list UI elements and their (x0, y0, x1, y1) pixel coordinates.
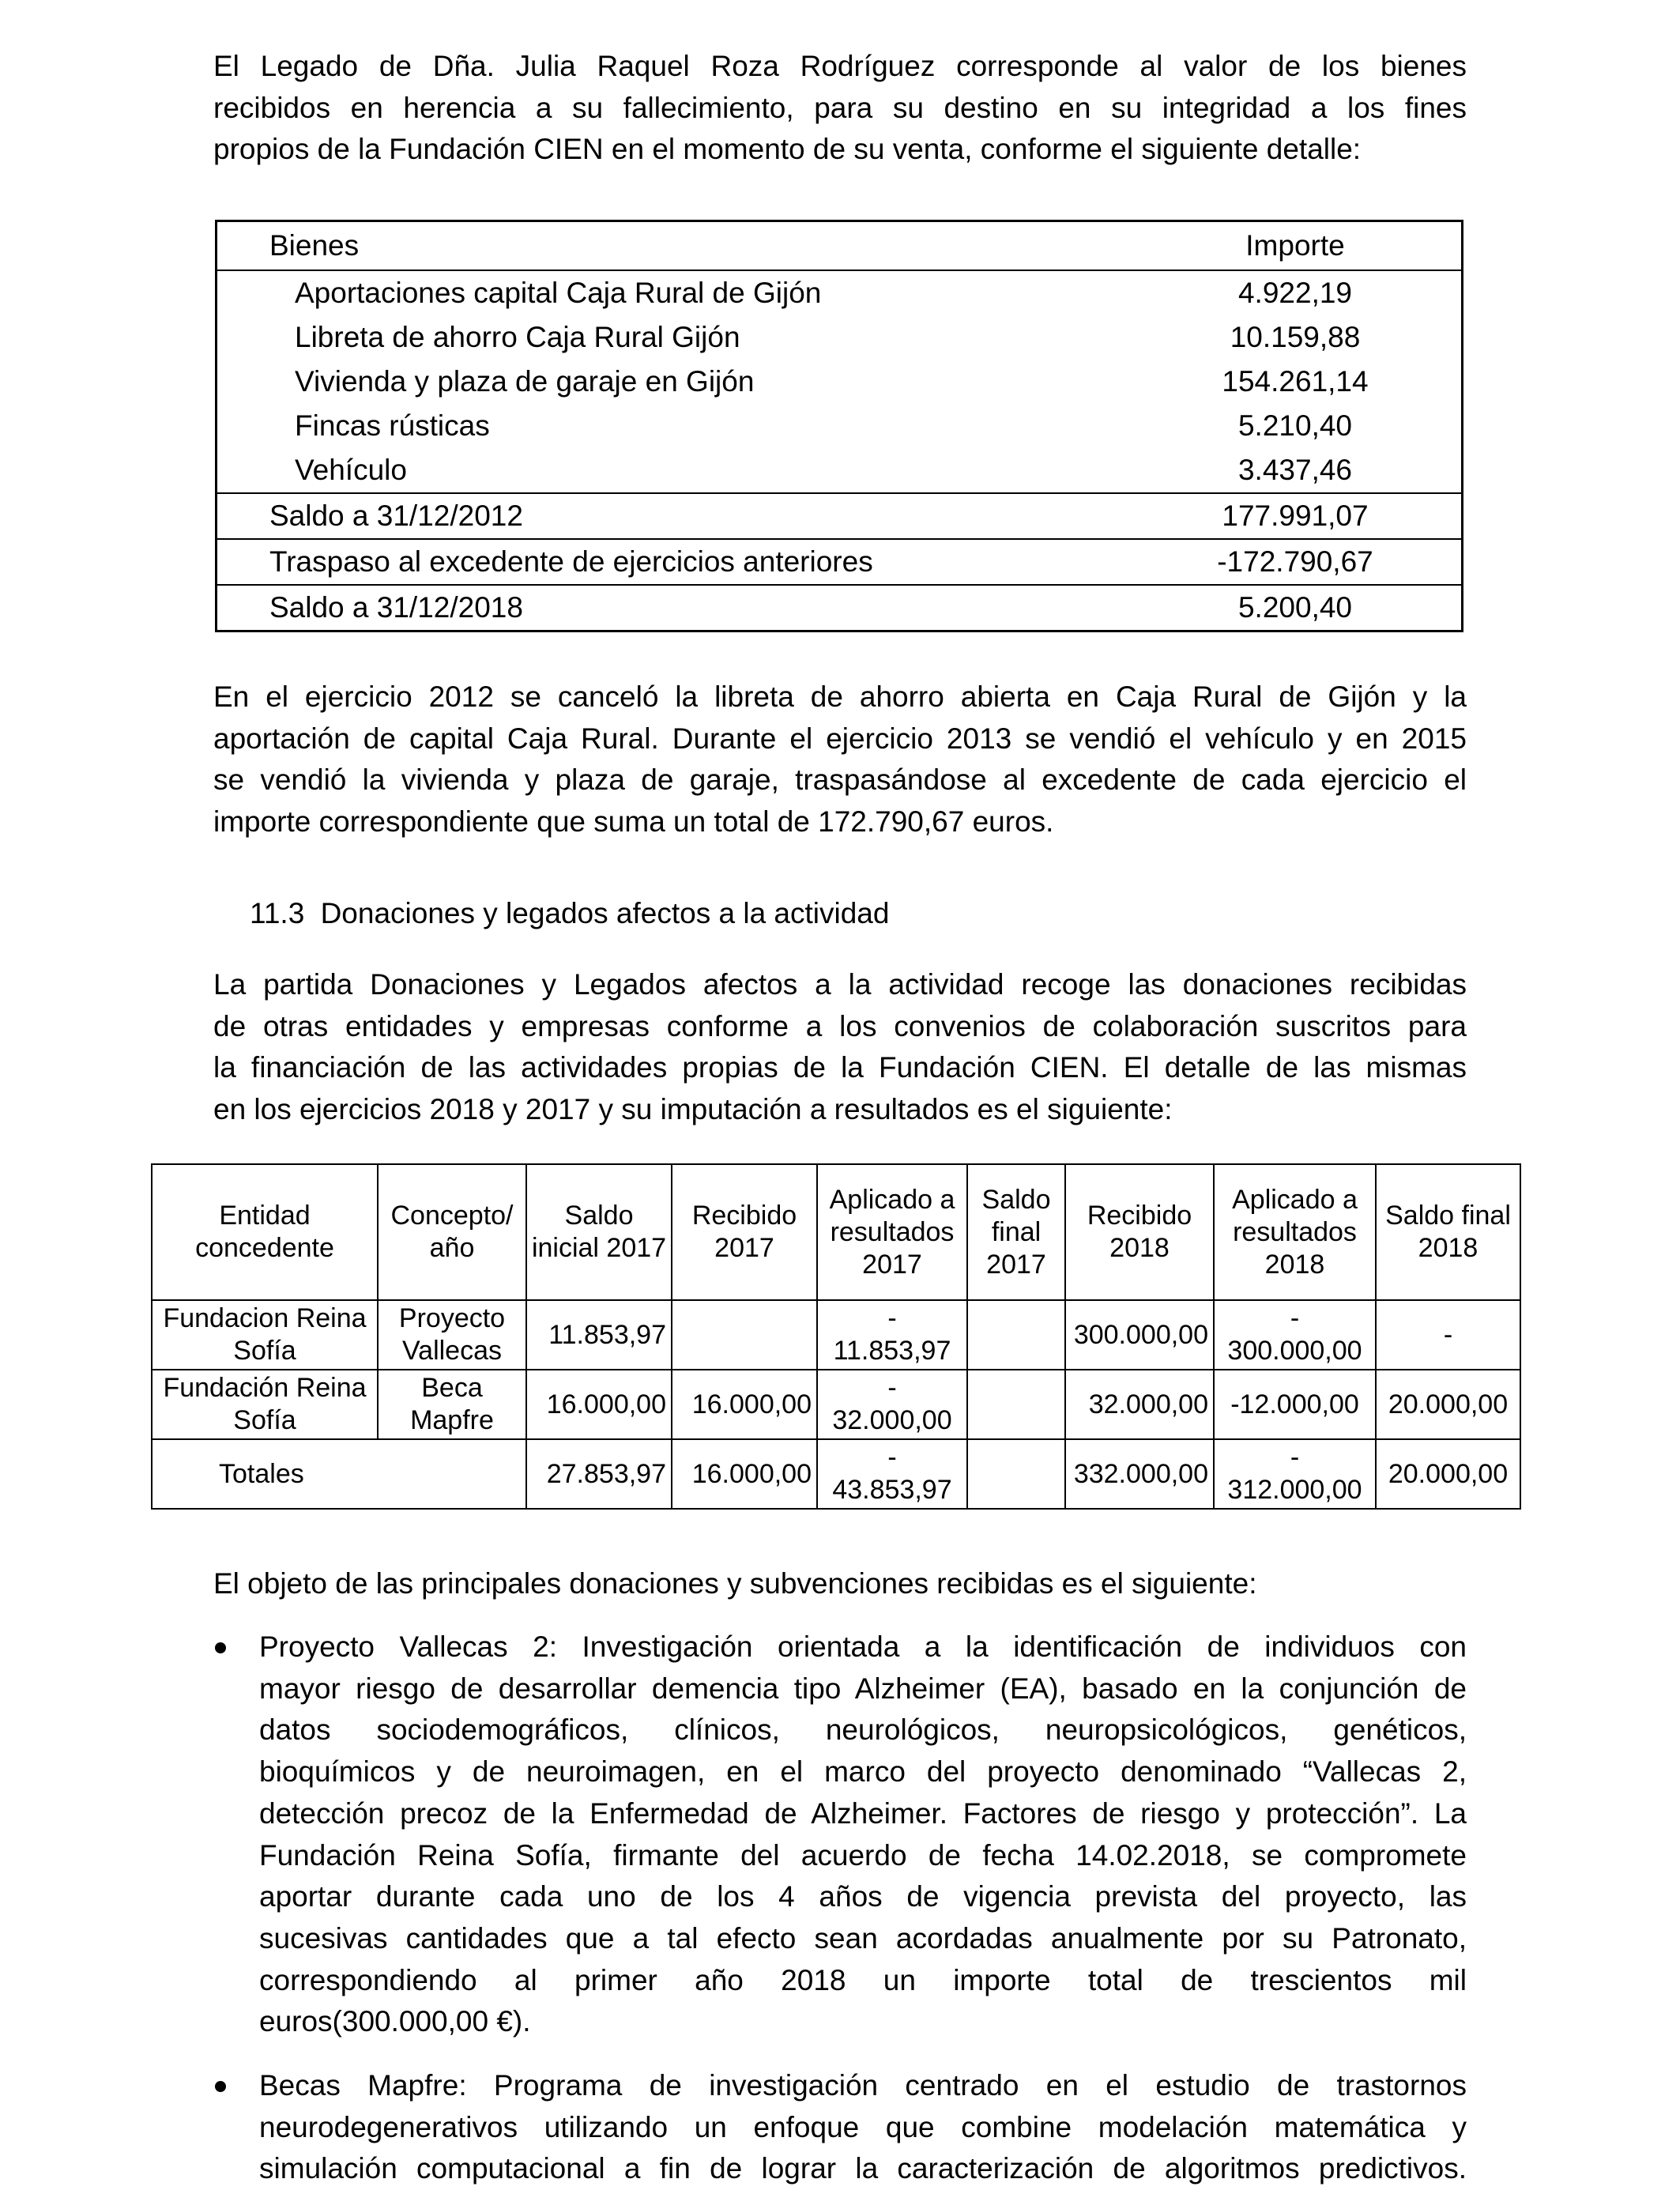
cell-aplicado-2018 (1214, 1439, 1376, 1509)
intro-paragraph (213, 46, 1467, 171)
item-value: 3.437,46 (1237, 454, 1353, 486)
col-header: Saldo inicial 2017 (526, 1164, 672, 1300)
item-value: 10.159,88 (1230, 321, 1361, 353)
header-bienes: Bienes (217, 221, 1122, 271)
text-line: la financiación de las actividades propias de la Fundación CIEN. El detalle de las mismas (213, 1051, 1467, 1084)
cell-saldo-final-2017 (967, 1300, 1065, 1370)
item-label: Libreta de ahorro Caja Rural Gijón (295, 321, 740, 353)
saldo-2012-row (217, 493, 1463, 539)
col-header: Concepto/ año (378, 1164, 526, 1300)
totals-row (152, 1439, 1520, 1509)
text-line: se vendió la vivienda y plaza de garaje, traspasándose al excedente de cada ejercicio el (213, 763, 1467, 796)
item-label: Vivienda y plaza de garaje en Gijón (295, 365, 755, 398)
cell-entidad: Fundacion Reina Sofía (152, 1300, 378, 1370)
cell-value: 43.853,97 (832, 1475, 952, 1505)
text-line: sucesivas cantidades que a tal efecto sean acordadas anualmente por su Patronato, (259, 1921, 1467, 1955)
cell-value: 11.853,97 (833, 1336, 951, 1366)
cell-recibido-2018: 32.000,00 (1065, 1370, 1214, 1439)
col-header: Saldo final 2017 (967, 1164, 1065, 1300)
cell-value: 32.000,00 (832, 1405, 952, 1435)
text-line: Becas Mapfre: Programa de investigación centrado en el estudio de trastornos (259, 2069, 1467, 2102)
col-header: Entidad concedente (152, 1164, 378, 1300)
item-value: 5.210,40 (1237, 409, 1353, 442)
cell-entidad: Fundación Reina Sofía (152, 1370, 378, 1439)
donaciones-table (151, 1163, 1521, 1510)
text-line: datos sociodemográficos, clínicos, neurológicos, neuropsicológicos, genéticos, (259, 1713, 1467, 1747)
text-line: Proyecto Vallecas 2: Investigación orientada a la identificación de individuos con (259, 1630, 1467, 1663)
row-value: -172.790,67 (1121, 539, 1463, 585)
section-heading (250, 897, 889, 930)
text-line: euros(300.000,00 €). (259, 2005, 531, 2038)
cell-recibido-2018: 300.000,00 (1065, 1300, 1214, 1370)
cell-recibido-2017: 16.000,00 (672, 1370, 817, 1439)
cell-aplicado-2017 (817, 1300, 967, 1370)
section-number: 11.3 (250, 897, 305, 929)
legado-table (215, 220, 1463, 632)
cell-concepto: Beca Mapfre (378, 1370, 526, 1439)
item-label: Fincas rústicas (295, 409, 490, 442)
text-line: simulación computacional a fin de lograr la caracterización de algoritmos predictivos. (259, 2152, 1467, 2185)
col-header: Recibido 2017 (672, 1164, 817, 1300)
item-value: 4.922,19 (1121, 270, 1463, 315)
text-line: correspondiendo al primer año 2018 un importe total de trescientos mil (259, 1963, 1467, 1996)
cell-saldo-final-2018: 20.000,00 (1376, 1370, 1520, 1439)
table-header-row (217, 221, 1463, 271)
item-label: Vehículo (295, 454, 407, 486)
text-line: En el ejercicio 2012 se canceló la libreta de ahorro abierta en Caja Rural de Gijón y la (213, 680, 1467, 713)
text-line: propios de la Fundación CIEN en el momento de su venta, conforme el siguiente detalle: (213, 133, 1362, 165)
row-label: Saldo a 31/12/2012 (217, 493, 1122, 539)
totals-label: Totales (152, 1439, 526, 1509)
saldo-2018-row (217, 585, 1463, 631)
cell-aplicado-2017 (817, 1370, 967, 1439)
cell-aplicado-2017 (817, 1439, 967, 1509)
table-row (217, 315, 1463, 360)
cell-value: 300.000,00 (1227, 1336, 1362, 1366)
text-line: detección precoz de la Enfermedad de Alzheimer. Factores de riesgo y protección”. La (259, 1796, 1467, 1830)
cell-saldo-final-2018: - (1376, 1300, 1520, 1370)
cell-saldo-final-2017 (967, 1439, 1065, 1509)
item-value: 154.261,14 (1222, 365, 1369, 398)
text-line: aportar durante cada uno de los 4 años de vigencia prevista del proyecto, las (259, 1880, 1467, 1913)
list-item (213, 1627, 1467, 2043)
item-label: Aportaciones capital Caja Rural de Gijón (217, 270, 1122, 315)
cancel-paragraph (213, 677, 1467, 843)
cell-saldo-final-2018: 20.000,00 (1376, 1439, 1520, 1509)
cell-recibido-2017 (672, 1300, 817, 1370)
bullet-icon (215, 2081, 226, 2092)
donaciones-paragraph (213, 964, 1467, 1130)
text-line: Fundación Reina Sofía, firmante del acuerdo de fecha 14.02.2018, se compromete (259, 1838, 1467, 1872)
table-row (217, 270, 1463, 315)
text-line: importe correspondiente que suma un total de 172.790,67 euros. (213, 805, 1054, 838)
header-importe: Importe (1121, 221, 1463, 271)
objeto-list (213, 1627, 1467, 2190)
col-header: Saldo final 2018 (1376, 1164, 1520, 1300)
table-row (152, 1300, 1520, 1370)
text-line: La partida Donaciones y Legados afectos a la actividad recoge las donaciones recibidas (213, 968, 1467, 1001)
cell-saldo-inicial-2017: 27.853,97 (526, 1439, 672, 1509)
minus-sign: - (887, 1303, 897, 1333)
text-line: aportación de capital Caja Rural. Durante el ejercicio 2013 se vendió el vehículo y en 2015 (213, 722, 1467, 755)
minus-sign: - (1290, 1442, 1300, 1472)
col-header: Aplicado a resultados 2017 (817, 1164, 967, 1300)
traspaso-row (217, 539, 1463, 585)
text-line: recibidos en herencia a su fallecimiento, para su destino en su integridad a los fines (213, 91, 1467, 124)
cell-saldo-inicial-2017: 11.853,97 (526, 1300, 672, 1370)
table-row (152, 1370, 1520, 1439)
text-line: mayor riesgo de desarrollar demencia tipo Alzheimer (EA), basado en la conjunción de (259, 1672, 1467, 1705)
objeto-paragraph (213, 1563, 1467, 1605)
cell-concepto: Proyecto Vallecas (378, 1300, 526, 1370)
table-row (217, 360, 1463, 404)
table-row (217, 404, 1463, 448)
table-row (217, 448, 1463, 493)
cell-aplicado-2018: -12.000,00 (1214, 1370, 1376, 1439)
text-line: neurodegenerativos utilizando un enfoque que combine modelación matemática y (259, 2110, 1467, 2143)
text-line: bioquímicos y de neuroimagen, en el marco del proyecto denominado “Vallecas 2, (259, 1755, 1467, 1789)
table-header-row (152, 1164, 1520, 1300)
minus-sign: - (1290, 1303, 1300, 1333)
cell-saldo-inicial-2017: 16.000,00 (526, 1370, 672, 1439)
row-label: Traspaso al excedente de ejercicios anteriores (217, 539, 1122, 585)
row-value: 177.991,07 (1121, 493, 1463, 539)
cell-aplicado-2018 (1214, 1300, 1376, 1370)
section-title: Donaciones y legados afectos a la actividad (320, 897, 890, 929)
bullet-icon (215, 1642, 226, 1653)
cell-recibido-2018: 332.000,00 (1065, 1439, 1214, 1509)
cell-value: 312.000,00 (1227, 1475, 1362, 1505)
col-header: Recibido 2018 (1065, 1164, 1214, 1300)
text-line: El objeto de las principales donaciones y subvenciones recibidas es el siguiente: (213, 1567, 1257, 1600)
text-line: en los ejercicios 2018 y 2017 y su imputación a resultados es el siguiente: (213, 1092, 1173, 1125)
row-label: Saldo a 31/12/2018 (217, 585, 1122, 631)
list-item (213, 2065, 1467, 2190)
cell-recibido-2017: 16.000,00 (672, 1439, 817, 1509)
text-line: de otras entidades y empresas conforme a los convenios de colaboración suscritos para (213, 1009, 1467, 1042)
minus-sign: - (887, 1442, 897, 1472)
text-line: El Legado de Dña. Julia Raquel Roza Rodríguez corresponde al valor de los bienes (213, 50, 1467, 82)
col-header: Aplicado a resultados 2018 (1214, 1164, 1376, 1300)
row-value: 5.200,40 (1121, 585, 1463, 631)
cell-saldo-final-2017 (967, 1370, 1065, 1439)
minus-sign: - (887, 1373, 897, 1403)
